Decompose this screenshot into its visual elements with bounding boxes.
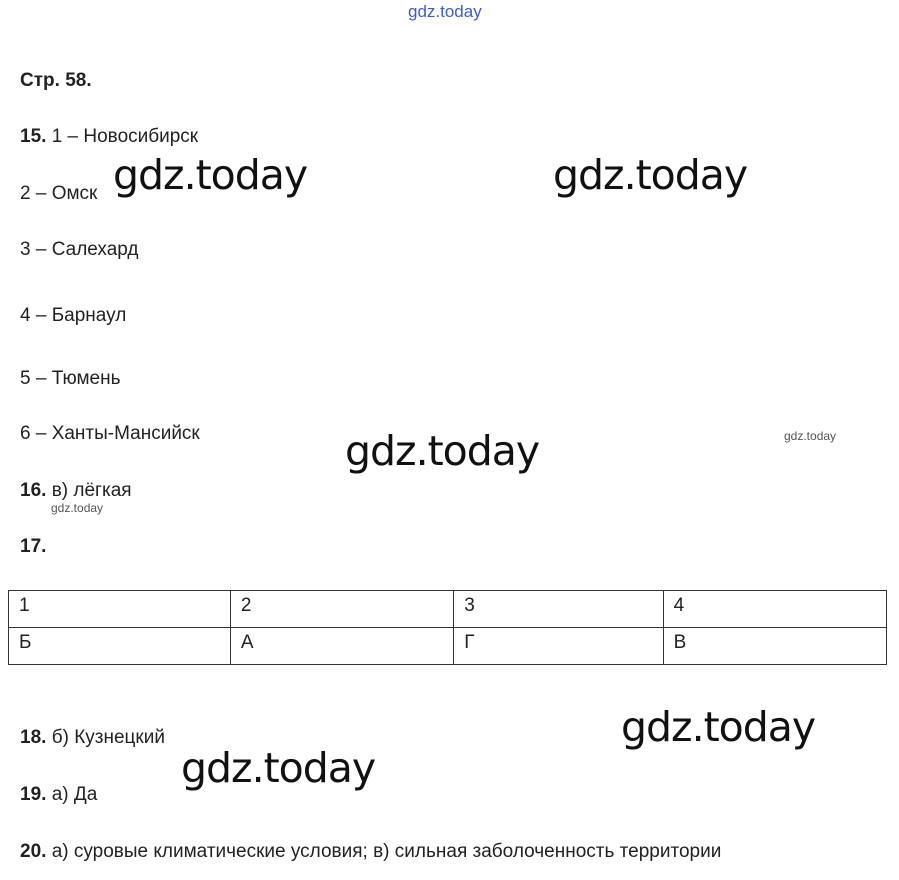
question-number: 18. — [20, 727, 47, 748]
question-number: 19. — [20, 784, 47, 805]
table-header-row — [9, 591, 887, 628]
question-19 — [20, 784, 97, 806]
answer-text: в) лёгкая — [51, 480, 132, 501]
table-cell: А — [230, 628, 453, 665]
table-cell: Г — [454, 628, 663, 665]
watermark-small: gdz.today — [784, 429, 837, 443]
question-15 — [20, 126, 198, 148]
watermark-top: gdz.today — [408, 2, 482, 21]
question-16 — [20, 480, 132, 502]
answer-item: 4 – Барнаул — [20, 305, 127, 326]
answer-text: б) Кузнецкий — [51, 727, 165, 748]
question-number: 20. — [20, 841, 47, 862]
table-row — [9, 628, 887, 665]
watermark: gdz.today — [621, 703, 816, 751]
table-cell: 2 — [230, 591, 453, 628]
answer-item: 2 – Омск — [20, 183, 98, 204]
answer-item: 5 – Тюмень — [20, 368, 121, 389]
table-cell: 4 — [663, 591, 886, 628]
question-number: 16. — [20, 480, 47, 501]
question-18 — [20, 727, 165, 749]
question-number: 15. — [20, 126, 47, 147]
page-title: Стр. 58. — [20, 70, 92, 91]
question-17: 17. — [20, 536, 47, 557]
watermark: gdz.today — [113, 151, 308, 199]
watermark: gdz.today — [345, 427, 540, 475]
table-cell: В — [663, 628, 886, 665]
table-cell: Б — [9, 628, 231, 665]
answer-table — [8, 590, 887, 665]
answer-text: а) суровые климатические условия; в) сильная заболоченность территории — [51, 841, 722, 862]
question-20 — [20, 841, 721, 863]
watermark: gdz.today — [181, 744, 376, 792]
answer-item: 6 – Ханты-Мансийск — [20, 423, 200, 444]
answer-text: а) Да — [51, 784, 98, 805]
watermark-small: gdz.today — [51, 501, 104, 515]
table-cell: 3 — [454, 591, 663, 628]
answer-item: 3 – Салехард — [20, 239, 139, 260]
table-cell: 1 — [9, 591, 231, 628]
answer-item: 1 – Новосибирск — [51, 126, 199, 147]
watermark: gdz.today — [553, 151, 748, 199]
